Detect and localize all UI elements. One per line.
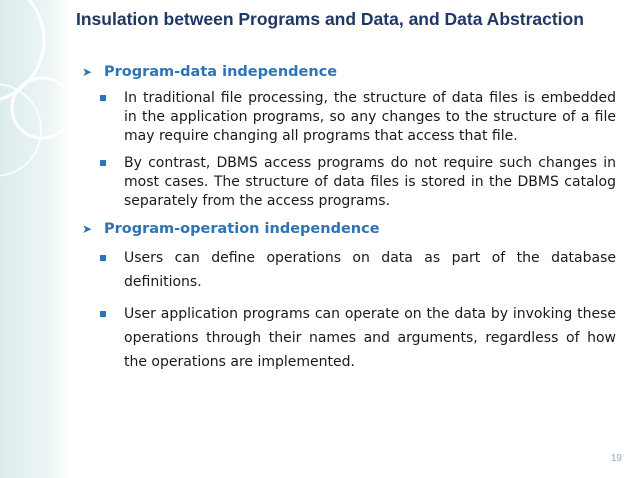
arrow-bullet-icon: ➤ xyxy=(82,222,93,236)
bullet-item xyxy=(76,246,616,294)
bullet-text: In traditional file processing, the structure of data files is embedded in the application programs, so any changes to the structure of a file may require changing all programs that access that file. xyxy=(124,90,616,144)
page-number: 19 xyxy=(610,453,622,464)
bullet-item xyxy=(76,302,616,374)
square-bullet-icon xyxy=(100,160,106,166)
section-heading-text: Program-operation independence xyxy=(104,221,380,237)
section-heading-text: Program-data independence xyxy=(104,64,338,80)
section-heading-program-data xyxy=(76,62,616,83)
bullet-text: User application programs can operate on the data by invoking these operations through their names and arguments, regardless of how the operations are implemented. xyxy=(124,306,616,370)
bullet-text: By contrast, DBMS access programs do not require such changes in most cases. The structure of data files is stored in the DBMS catalog separately from the access programs. xyxy=(124,155,616,209)
bullet-text: Users can define operations on data as part of the database definitions. xyxy=(124,250,616,290)
section-heading-program-operation xyxy=(76,219,616,240)
slide-title: Insulation between Programs and Data, and Data Abstraction xyxy=(76,9,584,29)
arrow-bullet-icon: ➤ xyxy=(82,65,93,79)
bullet-item xyxy=(76,89,616,146)
square-bullet-icon xyxy=(100,255,106,261)
square-bullet-icon xyxy=(100,95,106,101)
slide-content xyxy=(76,62,616,382)
bullet-item xyxy=(76,154,616,211)
square-bullet-icon xyxy=(100,311,106,317)
